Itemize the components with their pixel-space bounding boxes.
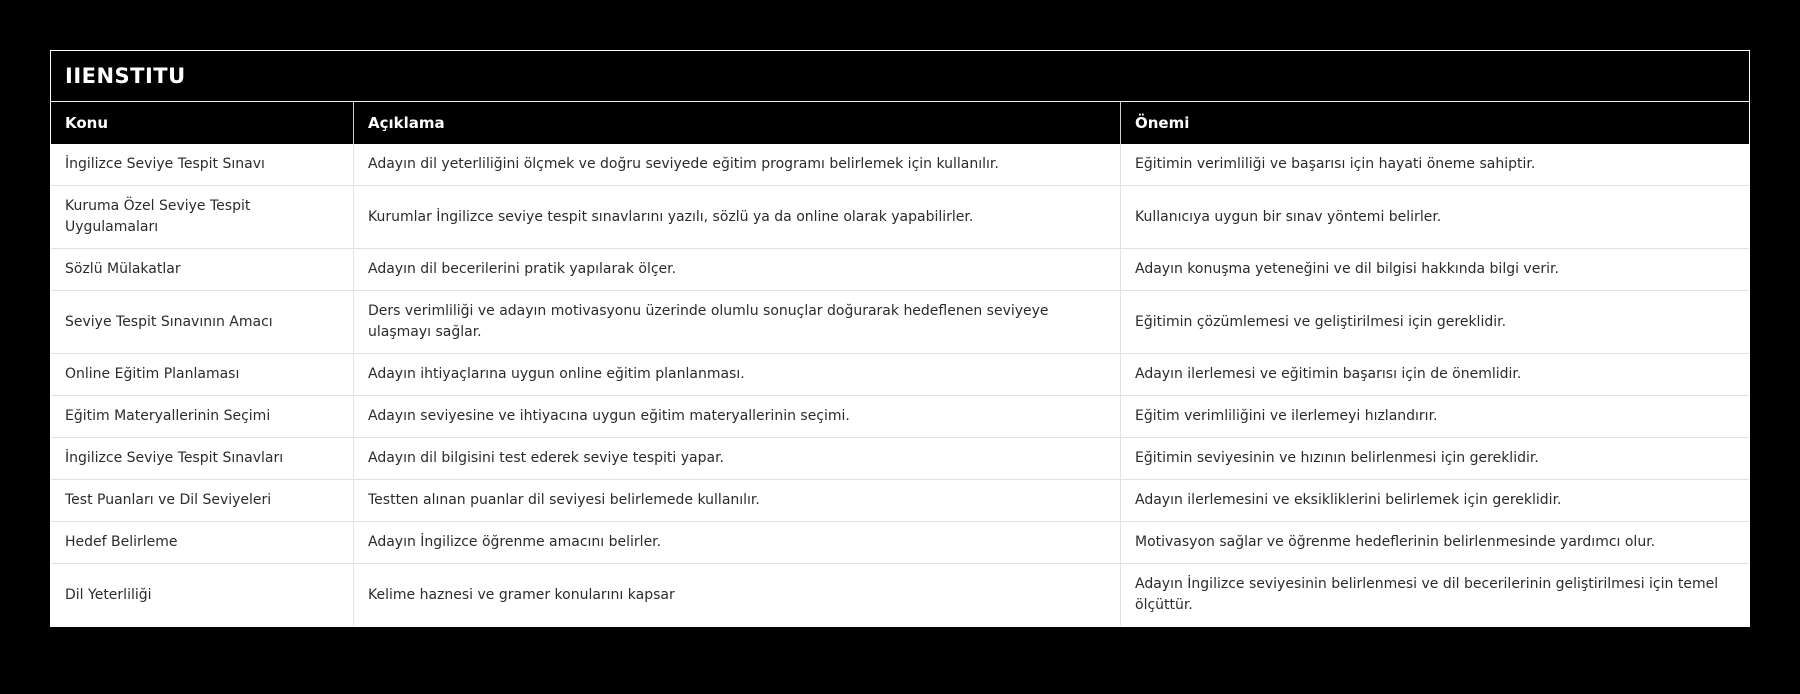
cell-onemi: Kullanıcıya uygun bir sınav yöntemi belirler.: [1135, 208, 1442, 225]
table-row: [51, 185, 1749, 248]
cell-aciklama: Adayın dil becerilerini pratik yapılarak ölçer.: [354, 249, 1121, 290]
cell-aciklama: Adayın İngilizce öğrenme amacını belirler.: [354, 522, 1121, 563]
cell-konu: Dil Yeterliliği: [51, 564, 354, 626]
table-row: [51, 144, 1749, 185]
page-title: IIENSTITU: [51, 51, 1749, 102]
cell-aciklama: Kurumlar İngilizce seviye tespit sınavlarını yazılı, sözlü ya da online olarak yapabilirler.: [354, 186, 1121, 248]
table-row: [51, 437, 1749, 479]
cell-konu: Test Puanları ve Dil Seviyeleri: [51, 480, 354, 521]
column-header-aciklama: Açıklama: [354, 102, 1121, 144]
cell-onemi: Eğitimin verimliliği ve başarısı için hayati öneme sahiptir.: [1135, 156, 1536, 172]
cell-konu: Hedef Belirleme: [51, 522, 354, 563]
cell-onemi: Adayın İngilizce seviyesinin belirlenmesi ve dil becerilerinin geliştirilmesi için temel ölçüttür.: [1135, 576, 1719, 613]
cell-aciklama: Kelime haznesi ve gramer konularını kapsar: [354, 564, 1121, 626]
cell-onemi: Eğitimin seviyesinin ve hızının belirlenmesi için gereklidir.: [1135, 450, 1539, 466]
cell-konu: Sözlü Mülakatlar: [51, 249, 354, 290]
column-header-onemi: Önemi: [1121, 102, 1749, 144]
cell-onemi: Motivasyon sağlar ve öğrenme hedeflerinin belirlenmesinde yardımcı olur.: [1135, 534, 1656, 550]
cell-konu: Eğitim Materyallerinin Seçimi: [51, 396, 354, 437]
cell-aciklama: Adayın ihtiyaçlarına uygun online eğitim planlanması.: [354, 354, 1121, 395]
cell-onemi: Adayın ilerlemesi ve eğitimin başarısı için de önemlidir.: [1135, 366, 1522, 382]
cell-konu: Kuruma Özel Seviye Tespit Uygulamaları: [51, 186, 354, 248]
cell-aciklama: Adayın dil yeterliliğini ölçmek ve doğru seviyede eğitim programı belirlemek için kullanılır.: [354, 144, 1121, 185]
table-row: [51, 479, 1749, 521]
table-row: [51, 248, 1749, 290]
table-row: [51, 521, 1749, 563]
cell-onemi: Adayın konuşma yeteneğini ve dil bilgisi hakkında bilgi verir.: [1135, 261, 1559, 277]
table-row: [51, 395, 1749, 437]
table-row: [51, 353, 1749, 395]
content-card: [50, 50, 1750, 627]
table-header-row: [51, 102, 1749, 144]
column-header-konu: Konu: [51, 102, 354, 144]
table-row: [51, 290, 1749, 353]
cell-aciklama: Testten alınan puanlar dil seviyesi belirlemede kullanılır.: [354, 480, 1121, 521]
cell-onemi: Adayın ilerlemesini ve eksikliklerini belirlemek için gereklidir.: [1135, 492, 1562, 508]
cell-konu: Seviye Tespit Sınavının Amacı: [51, 291, 354, 353]
cell-konu: İngilizce Seviye Tespit Sınavı: [51, 144, 354, 185]
cell-aciklama: Adayın dil bilgisini test ederek seviye tespiti yapar.: [354, 438, 1121, 479]
cell-onemi: Eğitim verimliliğini ve ilerlemeyi hızlandırır.: [1135, 408, 1438, 424]
table-row: [51, 563, 1749, 626]
cell-konu: Online Eğitim Planlaması: [51, 354, 354, 395]
cell-konu: İngilizce Seviye Tespit Sınavları: [51, 438, 354, 479]
cell-aciklama: Adayın seviyesine ve ihtiyacına uygun eğitim materyallerinin seçimi.: [354, 396, 1121, 437]
cell-onemi: Eğitimin çözümlemesi ve geliştirilmesi için gereklidir.: [1135, 313, 1507, 330]
cell-aciklama: Ders verimliliği ve adayın motivasyonu üzerinde olumlu sonuçlar doğurarak hedeflenen seviyeye ulaşmayı sağlar.: [354, 291, 1121, 353]
